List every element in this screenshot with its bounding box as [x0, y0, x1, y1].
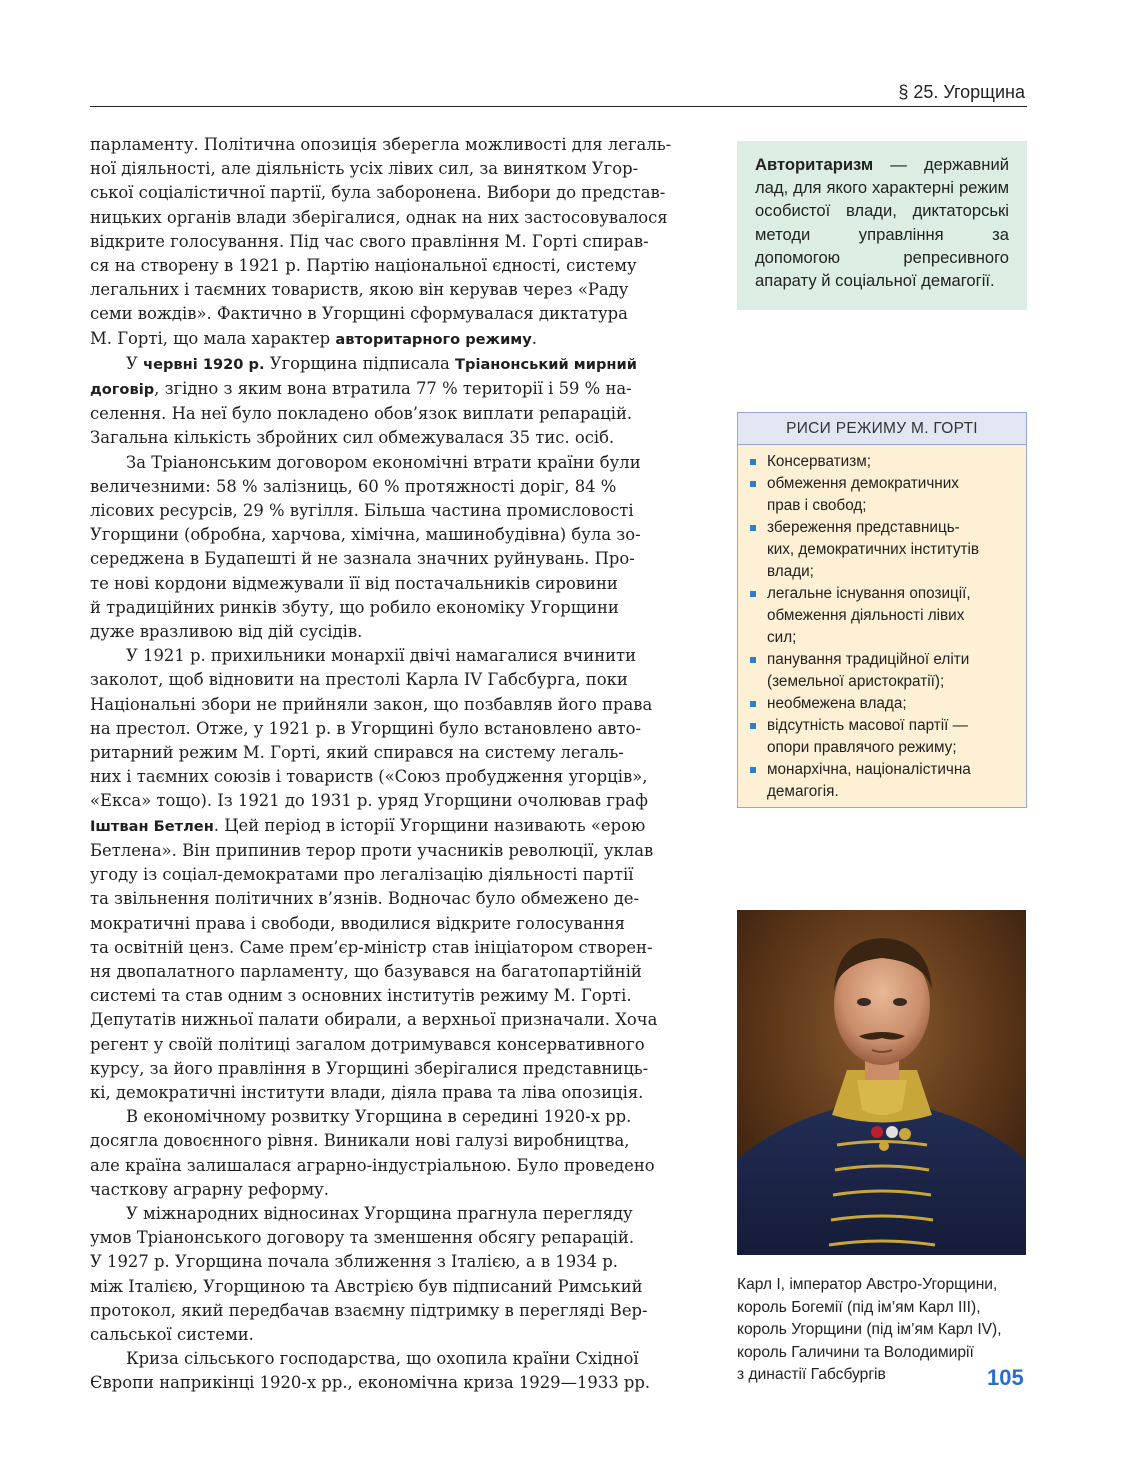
- text-line: курсу, за його правління в Угорщині зберігалися представниць-: [90, 1058, 649, 1078]
- features-box: [737, 412, 1027, 808]
- bullet-icon: [750, 767, 756, 773]
- chapter-title: § 25. Угорщина: [898, 82, 1025, 102]
- bullet-icon: [750, 701, 756, 707]
- feature-text: обмеження демократичних: [767, 475, 959, 492]
- feature-text: (земельної аристократії);: [767, 673, 945, 690]
- text-line: У 1921 р. прихильники монархії двічі намагалися вчинити: [126, 646, 637, 666]
- feature-text: збереження представниць-: [767, 519, 960, 536]
- text-line: ся на створену в 1921 р. Партію національної єдності, систему: [90, 256, 637, 276]
- text-line: умов Тріанонського договору та зменшення обсягу репарацій.: [90, 1228, 635, 1248]
- text-line: часткову аграрну реформу.: [90, 1179, 329, 1199]
- text-line: Бетлена». Він припинив терор проти учасників революції, уклав: [90, 840, 654, 860]
- text-line: між Італією, Угорщиною та Австрією був підписаний Римський: [90, 1276, 643, 1296]
- feature-item: [750, 517, 1012, 583]
- p6-lines: [90, 1204, 648, 1344]
- feature-text: монархічна, націоналістична: [767, 761, 971, 778]
- p4b-lines: [90, 841, 657, 1102]
- text-line: .: [531, 328, 537, 348]
- text-line: те нові кордони відмежували її від постачальників сировини: [90, 573, 618, 593]
- text-line: середжена в Будапешті й не зазнала значних руйнувань. Про-: [90, 549, 635, 569]
- feature-text: опори правлячого режиму;: [767, 739, 957, 756]
- text-line: системі та став одним з основних інститутів режиму М. Горті.: [90, 986, 632, 1006]
- bold-name: Іштван Бетлен: [90, 817, 214, 835]
- text-line: У 1927 р. Угорщина почала зближення з Італією, а в 1934 р.: [90, 1252, 618, 1272]
- text-fragment: Угорщина підписала: [264, 353, 456, 373]
- p3-lines: [90, 453, 641, 641]
- bullet-icon: [750, 525, 756, 531]
- text-line: парламенту. Політична опозиція зберегла можливості для легаль-: [90, 135, 672, 154]
- feature-item: [750, 473, 1012, 517]
- text-line: лісових ресурсів, 29 % вугілля. Більша частина промисловості: [90, 501, 634, 521]
- text-line: відкрите голосування. Під час свого правління М. Горті спирав-: [90, 231, 649, 251]
- bullet-icon: [750, 591, 756, 597]
- text-fragment: У: [126, 353, 144, 373]
- text-line: регент у своїй політиці загалом дотримувався консервативного: [90, 1034, 645, 1054]
- text-line: Загальна кількість збройних сил обмежувалася 35 тис. осіб.: [90, 428, 615, 448]
- feature-item: [750, 583, 1012, 649]
- p5-lines: [90, 1107, 655, 1199]
- feature-text: обмеження діяльності лівих: [767, 607, 965, 624]
- text-line: Європи наприкінці 1920-х рр., економічна криза 1929—1933 рр.: [90, 1373, 651, 1393]
- text-line: «Екса» тощо). Із 1921 до 1931 р. уряд Угорщини очолював граф: [90, 791, 649, 811]
- feature-text: ких, демократичних інститутів: [767, 541, 980, 558]
- feature-text: відсутність масової партії —: [767, 717, 968, 734]
- paragraph-3: [90, 451, 703, 645]
- text-line: величезними: 58 % залізниць, 60 % протяжності доріг, 84 %: [90, 476, 617, 496]
- text-line: та звільнення політичних в’язнів. Водночас було обмежено де-: [90, 889, 640, 909]
- bold-term: договір: [90, 381, 155, 399]
- text-line: За Тріанонським договором економічні втрати країни були: [126, 452, 641, 472]
- paragraph-6: [90, 1202, 703, 1347]
- caption-line: король Угорщини (під ім’ям Карл IV),: [737, 1321, 1002, 1339]
- text-line: ської соціалістичної партії, була заборонена. Вибори до представ-: [90, 183, 666, 203]
- text-line: заколот, щоб відновити на престолі Карла IV Габсбурга, поки: [90, 670, 628, 690]
- text-line: на престол. Отже, у 1921 р. в Угорщині було встановлено авто-: [90, 718, 641, 738]
- feature-item: [750, 693, 1012, 715]
- p1-lines: [90, 135, 671, 323]
- text-line: ної діяльності, але діяльність усіх лівих сил, за винятком Угор-: [90, 159, 639, 179]
- running-header: [90, 80, 1027, 107]
- feature-item: [750, 715, 1012, 759]
- feature-text: прав і свобод;: [767, 497, 867, 514]
- text-line: дуже вразливою від дій сусідів.: [90, 622, 363, 642]
- page-number: 105: [987, 1365, 1024, 1390]
- text-line: них і таємних союзів і товариств («Союз пробудження угорців»,: [90, 767, 648, 787]
- feature-text: влади;: [767, 563, 814, 580]
- paragraph-1: [90, 133, 703, 352]
- portrait-karl-i: [737, 910, 1026, 1255]
- text-line: але країна залишалася аграрно-індустріальною. Було проведено: [90, 1155, 655, 1175]
- text-line: В економічному розвитку Угорщина в середині 1920-х рр.: [126, 1107, 632, 1127]
- p7-lines: [90, 1349, 650, 1392]
- definition-box: [737, 141, 1027, 310]
- text-line: семи вождів». Фактично в Угорщині сформувалася диктатура: [90, 304, 628, 324]
- text-line: та освітній ценз. Саме прем’єр-міністр став ініціатором створен-: [90, 937, 653, 957]
- definition-term: Авторитаризм: [755, 155, 874, 174]
- bold-date: червні 1920 р.: [143, 355, 265, 373]
- feature-text: демагогія.: [767, 783, 839, 800]
- feature-item: [750, 759, 1012, 803]
- text-line: угоду із соціал-демократами про легалізацію діяльності партії: [90, 865, 634, 885]
- caption-line: король Галичини та Володимирії: [737, 1343, 974, 1361]
- bullet-icon: [750, 481, 756, 487]
- feature-text: Консерватизм;: [767, 453, 871, 470]
- paragraph-2: [90, 352, 703, 451]
- text-line: Національні збори не прийняли закон, що позбавляв його права: [90, 694, 653, 714]
- caption-line: Карл I, імператор Австро-Угорщини,: [737, 1276, 998, 1293]
- feature-text: сил;: [767, 629, 797, 646]
- text-fragment: , згідно з яким вона втратила 77 % території і 59 % на-: [154, 379, 632, 399]
- features-list: [738, 445, 1026, 803]
- bold-term: авторитарного режиму: [335, 330, 532, 348]
- text-line: У міжнародних відносинах Угорщина прагнула перегляду: [126, 1203, 633, 1223]
- main-text: [90, 133, 703, 1396]
- text-line: сальської системи.: [90, 1324, 254, 1344]
- features-title: РИСИ РЕЖИМУ М. ГОРТІ: [738, 413, 1026, 445]
- text-line: ритарний режим М. Горті, який спирався на систему легаль-: [90, 743, 624, 763]
- text-line: мократичні права і свободи, вводилися відкрите голосування: [90, 913, 625, 933]
- feature-item: [750, 451, 1012, 473]
- text-line: Криза сільського господарства, що охопила країни Східної: [126, 1349, 639, 1369]
- text-line: ницьких органів влади зберігалися, однак на них застосовувалося: [90, 207, 668, 227]
- text-line: досягла довоєнного рівня. Виникали нові галузі виробництва,: [90, 1131, 630, 1151]
- text-line: селення. На неї було покладено обов’язок виплати репарацій.: [90, 404, 633, 424]
- text-line: кі, демократичні інститути влади, діяла права та ліва опозиція.: [90, 1082, 644, 1102]
- p2-lines: [90, 404, 632, 447]
- feature-text: легальне існування опозиції,: [767, 585, 971, 602]
- feature-item: [750, 649, 1012, 693]
- text-fragment: . Цей період в історії Угорщини називають «ерою: [213, 815, 646, 835]
- text-line: легальних і таємних товариств, якою він керував через «Раду: [90, 280, 629, 300]
- text-line: Депутатів нижньої палати обирали, а верхньої призначали. Хоча: [90, 1010, 658, 1030]
- paragraph-7: [90, 1347, 703, 1395]
- bullet-icon: [750, 723, 756, 729]
- feature-text: панування традиційної еліти: [767, 651, 970, 668]
- text-line: ня двопалатного парламенту, що базувався на багатопартійній: [90, 961, 642, 981]
- paragraph-5: [90, 1105, 703, 1202]
- paragraph-4: [90, 644, 703, 1105]
- text-line: Угорщини (обробна, харчова, хімічна, машинобудівна) була зо-: [90, 525, 641, 545]
- definition-text: — державний лад, для якого характерні режим особистої влади, диктаторські методи управління за допомогою репресивного апарату й соціальної демагогії.: [755, 155, 1009, 291]
- bullet-icon: [750, 459, 756, 465]
- caption-line: король Богемії (під ім’ям Карл III),: [737, 1298, 981, 1316]
- caption-line: з династії Габсбургів: [737, 1366, 886, 1384]
- text-line: протокол, який передбачав взаємну підтримку в перегляді Вер-: [90, 1300, 648, 1320]
- bullet-icon: [750, 657, 756, 663]
- bold-term: Тріанонський мирний: [455, 355, 637, 373]
- text-line: й традиційних ринків збуту, що робило економіку Угорщини: [90, 597, 619, 617]
- text-line: М. Горті, що мала характер: [90, 328, 336, 348]
- p4a-lines: [90, 646, 652, 810]
- feature-text: необмежена влада;: [767, 695, 907, 712]
